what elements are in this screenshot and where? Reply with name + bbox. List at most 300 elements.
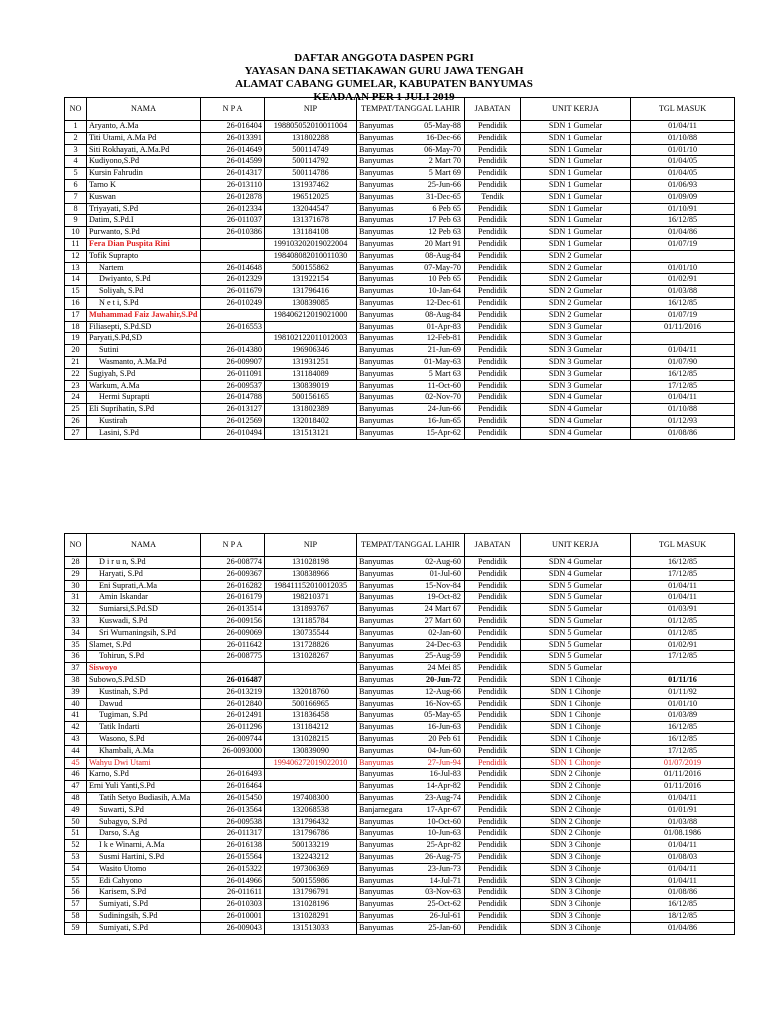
cell-nip: 132018760 xyxy=(265,686,357,698)
table-row xyxy=(65,840,735,852)
cell-unit-kerja: SDN 3 Cihonje xyxy=(521,875,631,887)
cell-no: 32 xyxy=(65,604,87,616)
cell-tanggal-lahir: 25-Apr-82 xyxy=(426,840,461,850)
cell-no: 15 xyxy=(65,286,87,298)
table-row xyxy=(65,816,735,828)
cell-tempat-tanggal-lahir xyxy=(357,910,465,922)
table-row xyxy=(65,274,735,286)
cell-npa: 26-009069 xyxy=(201,627,265,639)
cell-tanggal-lahir: 05-May-65 xyxy=(424,710,461,720)
cell-nama: Sumiyati, S.Pd xyxy=(87,922,201,934)
cell-nip: 130839090 xyxy=(265,745,357,757)
cell-tempat-lahir: Banyumas xyxy=(359,179,394,189)
cell-tanggal-lahir: 02-Aug-60 xyxy=(425,557,461,566)
cell-nama: Suwarti, S.Pd xyxy=(87,804,201,816)
cell-no: 2 xyxy=(65,132,87,144)
cell-tempat-tanggal-lahir xyxy=(357,722,465,734)
cell-unit-kerja: SDN 3 Cihonje xyxy=(521,851,631,863)
cell-tgl-masuk: 16/12/85 xyxy=(631,733,735,745)
cell-jabatan: Pendidik xyxy=(465,887,521,899)
table-row xyxy=(65,722,735,734)
cell-nama: Siti Rokhayati, A.Ma.Pd xyxy=(87,144,201,156)
cell-npa: 26-010386 xyxy=(201,227,265,239)
cell-tgl-masuk: 16/12/85 xyxy=(631,722,735,734)
cell-no: 29 xyxy=(65,568,87,580)
cell-unit-kerja: SDN 3 Cihonje xyxy=(521,887,631,899)
column-header-npa: N P A xyxy=(201,534,265,557)
cell-nip xyxy=(265,781,357,793)
table-row xyxy=(65,345,735,357)
cell-tgl-masuk: 01/04/11 xyxy=(631,121,735,133)
cell-no: 44 xyxy=(65,745,87,757)
cell-npa: 26-013564 xyxy=(201,804,265,816)
cell-jabatan: Pendidik xyxy=(465,203,521,215)
cell-unit-kerja: SDN 4 Gumelar xyxy=(521,427,631,439)
cell-jabatan: Pendidik xyxy=(465,627,521,639)
table-row xyxy=(65,333,735,345)
column-header-nama: NAMA xyxy=(87,534,201,557)
table-row xyxy=(65,309,735,321)
cell-npa: 26-008774 xyxy=(201,557,265,569)
cell-tempat-lahir: Banyumas xyxy=(359,333,394,343)
cell-tempat-tanggal-lahir xyxy=(357,156,465,168)
cell-tempat-tanggal-lahir xyxy=(357,262,465,274)
cell-npa: 26-010249 xyxy=(201,297,265,309)
table-row xyxy=(65,404,735,416)
cell-nip: 131184212 xyxy=(265,722,357,734)
cell-tempat-lahir: Banyumas xyxy=(359,757,394,767)
table-row xyxy=(65,674,735,686)
cell-tempat-lahir: Banyumas xyxy=(359,887,394,897)
cell-npa: 26-015322 xyxy=(201,863,265,875)
cell-unit-kerja: SDN 1 Cihonje xyxy=(521,757,631,769)
cell-no: 11 xyxy=(65,238,87,250)
cell-nama: Kuswan xyxy=(87,191,201,203)
cell-nama: Tofik Suprapto xyxy=(87,250,201,262)
cell-tempat-tanggal-lahir xyxy=(357,250,465,262)
column-header-jabatan: JABATAN xyxy=(465,98,521,121)
cell-npa: 26-012569 xyxy=(201,415,265,427)
cell-unit-kerja: SDN 5 Gumelar xyxy=(521,615,631,627)
table-row xyxy=(65,604,735,616)
cell-tempat-lahir: Banyumas xyxy=(359,733,394,743)
cell-unit-kerja: SDN 1 Cihonje xyxy=(521,733,631,745)
cell-tempat-lahir: Banyumas xyxy=(359,875,394,885)
cell-npa: 26-010001 xyxy=(201,910,265,922)
cell-no: 23 xyxy=(65,380,87,392)
cell-nip: 131931251 xyxy=(265,356,357,368)
cell-tanggal-lahir: 15-Apr-62 xyxy=(426,427,461,437)
cell-tanggal-lahir: 14-Jul-71 xyxy=(429,875,461,885)
cell-nip: 500114786 xyxy=(265,168,357,180)
table-row xyxy=(65,887,735,899)
cell-nama: Tarno K xyxy=(87,179,201,191)
cell-jabatan: Pendidik xyxy=(465,769,521,781)
cell-no: 34 xyxy=(65,627,87,639)
cell-tanggal-lahir: 01-Apr-83 xyxy=(426,321,461,331)
table-row xyxy=(65,297,735,309)
table-row xyxy=(65,757,735,769)
cell-unit-kerja: SDN 1 Gumelar xyxy=(521,191,631,203)
cell-tanggal-lahir: 07-May-70 xyxy=(424,262,461,272)
header-date: KEADAAN PER 1 JULI 2019 xyxy=(313,91,455,103)
cell-no: 16 xyxy=(65,297,87,309)
cell-tempat-lahir: Banyumas xyxy=(359,321,394,331)
cell-jabatan: Pendidik xyxy=(465,639,521,651)
cell-unit-kerja: SDN 5 Gumelar xyxy=(521,639,631,651)
cell-no: 21 xyxy=(65,356,87,368)
cell-jabatan: Pendidik xyxy=(465,604,521,616)
cell-nama: Karisem, S.Pd xyxy=(87,887,201,899)
cell-unit-kerja: SDN 3 Cihonje xyxy=(521,922,631,934)
cell-nama: Fera Dian Puspita Rini xyxy=(87,238,201,250)
cell-no: 6 xyxy=(65,179,87,191)
cell-tgl-masuk: 01/04/86 xyxy=(631,922,735,934)
cell-no: 36 xyxy=(65,651,87,663)
cell-tanggal-lahir: 11-Oct-60 xyxy=(427,380,461,390)
cell-no: 57 xyxy=(65,899,87,911)
cell-tempat-tanggal-lahir xyxy=(357,427,465,439)
cell-npa: 26-016464 xyxy=(201,781,265,793)
cell-no: 9 xyxy=(65,215,87,227)
table-row xyxy=(65,132,735,144)
cell-nama: Kustirah xyxy=(87,415,201,427)
cell-jabatan: Pendidik xyxy=(465,686,521,698)
cell-nip: 198102122011012003 xyxy=(265,333,357,345)
cell-nama: Wasmanto, A.Ma.Pd xyxy=(87,356,201,368)
cell-no: 3 xyxy=(65,144,87,156)
cell-tanggal-lahir: 10-Jan-64 xyxy=(428,286,461,296)
cell-unit-kerja: SDN 4 Gumelar xyxy=(521,404,631,416)
cell-tempat-tanggal-lahir xyxy=(357,851,465,863)
cell-tgl-masuk: 01/07/19 xyxy=(631,238,735,250)
cell-no: 38 xyxy=(65,674,87,686)
cell-no: 17 xyxy=(65,309,87,321)
cell-no: 54 xyxy=(65,863,87,875)
cell-tanggal-lahir: 5 Mart 63 xyxy=(428,368,461,378)
cell-tempat-lahir: Banyumas xyxy=(359,745,394,755)
cell-tempat-tanggal-lahir xyxy=(357,168,465,180)
cell-tgl-masuk: 17/12/85 xyxy=(631,380,735,392)
cell-nip: 131728826 xyxy=(265,639,357,651)
cell-nama: Wahyu Dwi Utami xyxy=(87,757,201,769)
column-header-jabatan: JABATAN xyxy=(465,534,521,557)
cell-nama: Kuswadi, S.Pd xyxy=(87,615,201,627)
cell-tempat-tanggal-lahir xyxy=(357,733,465,745)
cell-tanggal-lahir: 08-Aug-84 xyxy=(425,309,461,319)
cell-unit-kerja: SDN 2 Cihonje xyxy=(521,828,631,840)
table-row xyxy=(65,769,735,781)
cell-no: 8 xyxy=(65,203,87,215)
cell-tgl-masuk: 16/12/85 xyxy=(631,215,735,227)
cell-tempat-tanggal-lahir xyxy=(357,792,465,804)
cell-tanggal-lahir: 31-Dec-65 xyxy=(425,191,461,201)
cell-tempat-tanggal-lahir xyxy=(357,392,465,404)
cell-tanggal-lahir: 25-Jun-66 xyxy=(427,179,461,189)
cell-tanggal-lahir: 26-Aug-75 xyxy=(425,851,461,861)
cell-tempat-tanggal-lahir xyxy=(357,875,465,887)
cell-tempat-tanggal-lahir xyxy=(357,121,465,133)
cell-tempat-tanggal-lahir xyxy=(357,203,465,215)
cell-unit-kerja: SDN 2 Gumelar xyxy=(521,250,631,262)
cell-nama: Tohirun, S.Pd xyxy=(87,651,201,663)
cell-tempat-tanggal-lahir xyxy=(357,627,465,639)
cell-tempat-lahir: Banyumas xyxy=(359,203,394,213)
column-header-nip: NIP xyxy=(265,534,357,557)
cell-nip: 131796432 xyxy=(265,816,357,828)
cell-unit-kerja: SDN 1 Cihonje xyxy=(521,722,631,734)
cell-tempat-lahir: Banyumas xyxy=(359,910,394,920)
cell-jabatan: Pendidik xyxy=(465,309,521,321)
cell-npa: 26-013110 xyxy=(201,179,265,191)
cell-jabatan: Pendidik xyxy=(465,297,521,309)
cell-jabatan: Pendidik xyxy=(465,333,521,345)
cell-nip: 198805052010011004 xyxy=(265,121,357,133)
cell-tgl-masuk: 01/04/11 xyxy=(631,840,735,852)
cell-unit-kerja: SDN 2 Gumelar xyxy=(521,274,631,286)
cell-tgl-masuk: 01/11/92 xyxy=(631,686,735,698)
cell-unit-kerja: SDN 1 Cihonje xyxy=(521,745,631,757)
cell-nip: 196512025 xyxy=(265,191,357,203)
cell-no: 1 xyxy=(65,121,87,133)
cell-tanggal-lahir: 12-Dec-61 xyxy=(425,297,461,307)
cell-npa: 26-011091 xyxy=(201,368,265,380)
cell-npa: 26-011642 xyxy=(201,639,265,651)
cell-unit-kerja: SDN 3 Cihonje xyxy=(521,840,631,852)
cell-tempat-lahir: Banyumas xyxy=(359,274,394,284)
cell-nama: Khambali, A.Ma xyxy=(87,745,201,757)
cell-tgl-masuk: 01/04/11 xyxy=(631,792,735,804)
cell-tempat-lahir: Banyumas xyxy=(359,227,394,237)
table-row xyxy=(65,227,735,239)
cell-npa: 26-012840 xyxy=(201,698,265,710)
cell-tanggal-lahir: 17 Peb 63 xyxy=(428,215,461,225)
cell-tempat-lahir: Banyumas xyxy=(359,368,394,378)
cell-tgl-masuk: 01/01/10 xyxy=(631,144,735,156)
cell-npa: 26-011296 xyxy=(201,722,265,734)
cell-tempat-lahir: Banyumas xyxy=(359,686,394,696)
cell-nama: Subowo,S.Pd.SD xyxy=(87,674,201,686)
cell-nip: 500155862 xyxy=(265,262,357,274)
table-row xyxy=(65,733,735,745)
cell-no: 31 xyxy=(65,592,87,604)
table-row xyxy=(65,792,735,804)
cell-jabatan: Pendidik xyxy=(465,215,521,227)
cell-no: 19 xyxy=(65,333,87,345)
table-row xyxy=(65,168,735,180)
table-row xyxy=(65,427,735,439)
cell-tgl-masuk: 16/12/85 xyxy=(631,557,735,569)
table-row xyxy=(65,286,735,298)
cell-tgl-masuk xyxy=(631,250,735,262)
cell-nip: 131028267 xyxy=(265,651,357,663)
cell-nama: Amin Iskandar xyxy=(87,592,201,604)
cell-nip: 131802389 xyxy=(265,404,357,416)
cell-nip: 131937462 xyxy=(265,179,357,191)
cell-unit-kerja: SDN 1 Gumelar xyxy=(521,132,631,144)
cell-nama: D i r u n, S.Pd xyxy=(87,557,201,569)
cell-tgl-masuk: 01/04/11 xyxy=(631,580,735,592)
cell-nip: 130839085 xyxy=(265,297,357,309)
table-row xyxy=(65,415,735,427)
cell-npa: 26-016404 xyxy=(201,121,265,133)
cell-unit-kerja: SDN 5 Gumelar xyxy=(521,592,631,604)
cell-npa: 26-012334 xyxy=(201,203,265,215)
cell-jabatan: Pendidik xyxy=(465,816,521,828)
column-header-tempat-tanggal-lahir: TEMPAT/TANGGAL LAHIR xyxy=(357,534,465,557)
cell-tempat-lahir: Banyumas xyxy=(359,262,394,272)
cell-tgl-masuk: 01/04/86 xyxy=(631,227,735,239)
cell-jabatan: Pendidik xyxy=(465,851,521,863)
cell-jabatan: Pendidik xyxy=(465,875,521,887)
cell-tempat-lahir: Banyumas xyxy=(359,557,394,566)
cell-npa: 26-013127 xyxy=(201,404,265,416)
cell-tempat-tanggal-lahir xyxy=(357,639,465,651)
cell-tempat-lahir: Banyumas xyxy=(359,651,394,661)
cell-jabatan: Pendidik xyxy=(465,651,521,663)
cell-tgl-masuk: 01/10/88 xyxy=(631,132,735,144)
cell-nip: 500133219 xyxy=(265,840,357,852)
cell-jabatan: Pendidik xyxy=(465,380,521,392)
cell-nama: N e t i, S.Pd xyxy=(87,297,201,309)
cell-tanggal-lahir: 24-Jun-66 xyxy=(427,404,461,414)
cell-npa: 26-009907 xyxy=(201,356,265,368)
cell-tanggal-lahir: 21-Jun-69 xyxy=(427,345,461,355)
cell-no: 25 xyxy=(65,404,87,416)
table-row xyxy=(65,651,735,663)
cell-tgl-masuk: 01/04/11 xyxy=(631,863,735,875)
cell-jabatan: Pendidik xyxy=(465,899,521,911)
cell-tanggal-lahir: 20 Mart 91 xyxy=(424,238,461,248)
cell-unit-kerja: SDN 3 Gumelar xyxy=(521,321,631,333)
cell-tgl-masuk: 01/11/2016 xyxy=(631,321,735,333)
member-table-1 xyxy=(64,97,735,440)
cell-tanggal-lahir: 12-Feb-81 xyxy=(426,333,461,343)
cell-tempat-lahir: Banyumas xyxy=(359,627,394,637)
cell-tanggal-lahir: 24 Mei 85 xyxy=(427,663,461,673)
cell-tempat-lahir: Banyumas xyxy=(359,604,394,614)
cell-jabatan: Pendidik xyxy=(465,144,521,156)
cell-unit-kerja: SDN 4 Gumelar xyxy=(521,415,631,427)
cell-no: 49 xyxy=(65,804,87,816)
cell-tempat-lahir: Banyumas xyxy=(359,415,394,425)
cell-tgl-masuk: 01/02/91 xyxy=(631,274,735,286)
column-header-no: NO xyxy=(65,98,87,121)
cell-npa: 26-016179 xyxy=(201,592,265,604)
cell-tempat-tanggal-lahir xyxy=(357,345,465,357)
cell-no: 37 xyxy=(65,663,87,675)
cell-tempat-lahir: Banyumas xyxy=(359,840,394,850)
cell-unit-kerja: SDN 2 Cihonje xyxy=(521,781,631,793)
cell-unit-kerja: SDN 2 Cihonje xyxy=(521,804,631,816)
table-row xyxy=(65,781,735,793)
cell-tgl-masuk: 17/12/85 xyxy=(631,745,735,757)
cell-unit-kerja: SDN 2 Gumelar xyxy=(521,286,631,298)
cell-tempat-lahir: Banyumas xyxy=(359,816,394,826)
table-row xyxy=(65,568,735,580)
cell-nip: 500114749 xyxy=(265,144,357,156)
table-row xyxy=(65,828,735,840)
cell-tgl-masuk: 01/08.1986 xyxy=(631,828,735,840)
cell-npa: 26-016138 xyxy=(201,840,265,852)
cell-npa: 26-009156 xyxy=(201,615,265,627)
cell-tempat-lahir: Banyumas xyxy=(359,392,394,402)
cell-nama: Muhammad Faiz Jawahir,S.Pd xyxy=(87,309,201,321)
cell-no: 22 xyxy=(65,368,87,380)
cell-no: 47 xyxy=(65,781,87,793)
cell-tanggal-lahir: 25-Jan-60 xyxy=(428,922,461,932)
cell-npa xyxy=(201,663,265,675)
cell-nip: 130839019 xyxy=(265,380,357,392)
cell-nama: Titi Utami, A.Ma Pd xyxy=(87,132,201,144)
member-table-2 xyxy=(64,533,735,935)
cell-tgl-masuk: 01/04/11 xyxy=(631,592,735,604)
column-header-unit-kerja: UNIT KERJA xyxy=(521,98,631,121)
cell-tanggal-lahir: 5 Mart 69 xyxy=(428,168,461,178)
cell-nama: Dwiyanto, S.Pd xyxy=(87,274,201,286)
cell-tanggal-lahir: 10 Peb 65 xyxy=(428,274,461,284)
cell-nip: 500166965 xyxy=(265,698,357,710)
cell-tanggal-lahir: 25-Oct-62 xyxy=(427,899,461,909)
table-row xyxy=(65,804,735,816)
cell-tempat-tanggal-lahir xyxy=(357,710,465,722)
cell-tanggal-lahir: 01-May-63 xyxy=(424,356,461,366)
cell-jabatan: Pendidik xyxy=(465,121,521,133)
cell-no: 5 xyxy=(65,168,87,180)
cell-jabatan: Pendidik xyxy=(465,557,521,569)
cell-tanggal-lahir: 10-Oct-60 xyxy=(427,816,461,826)
cell-npa: 26-016553 xyxy=(201,321,265,333)
cell-unit-kerja: SDN 1 Gumelar xyxy=(521,121,631,133)
cell-jabatan: Pendidik xyxy=(465,356,521,368)
cell-jabatan: Pendidik xyxy=(465,368,521,380)
cell-tgl-masuk: 01/10/88 xyxy=(631,404,735,416)
cell-tempat-lahir: Banyumas xyxy=(359,781,394,791)
cell-unit-kerja: SDN 5 Gumelar xyxy=(521,663,631,675)
header-title: DAFTAR ANGGOTA DASPEN PGRI xyxy=(294,52,474,64)
table-row xyxy=(65,922,735,934)
cell-nip: 196906346 xyxy=(265,345,357,357)
cell-no: 28 xyxy=(65,557,87,569)
cell-tempat-tanggal-lahir xyxy=(357,769,465,781)
column-header-tgl-masuk: TGL MASUK xyxy=(631,98,735,121)
cell-jabatan: Pendidik xyxy=(465,179,521,191)
cell-unit-kerja: SDN 1 Gumelar xyxy=(521,203,631,215)
cell-nip: 132018402 xyxy=(265,415,357,427)
cell-tgl-masuk: 01/07/2019 xyxy=(631,757,735,769)
cell-jabatan: Pendidik xyxy=(465,804,521,816)
cell-tgl-masuk: 01/10/91 xyxy=(631,203,735,215)
cell-tanggal-lahir: 2 Mart 70 xyxy=(428,156,461,166)
cell-tanggal-lahir: 16-Jun-63 xyxy=(427,722,461,732)
cell-tempat-tanggal-lahir xyxy=(357,757,465,769)
cell-npa: 26-013514 xyxy=(201,604,265,616)
cell-tempat-lahir: Banyumas xyxy=(359,132,394,142)
cell-nip: 199406272019022010 xyxy=(265,757,357,769)
cell-tempat-tanggal-lahir xyxy=(357,415,465,427)
cell-tempat-tanggal-lahir xyxy=(357,828,465,840)
table-row xyxy=(65,745,735,757)
cell-npa: 26-014966 xyxy=(201,875,265,887)
cell-tempat-tanggal-lahir xyxy=(357,922,465,934)
cell-no: 24 xyxy=(65,392,87,404)
cell-tgl-masuk: 01/01/91 xyxy=(631,804,735,816)
cell-no: 46 xyxy=(65,769,87,781)
cell-tempat-lahir: Banyumas xyxy=(359,286,394,296)
cell-tempat-lahir: Banyumas xyxy=(359,250,394,260)
table-row xyxy=(65,356,735,368)
cell-tempat-tanggal-lahir xyxy=(357,286,465,298)
